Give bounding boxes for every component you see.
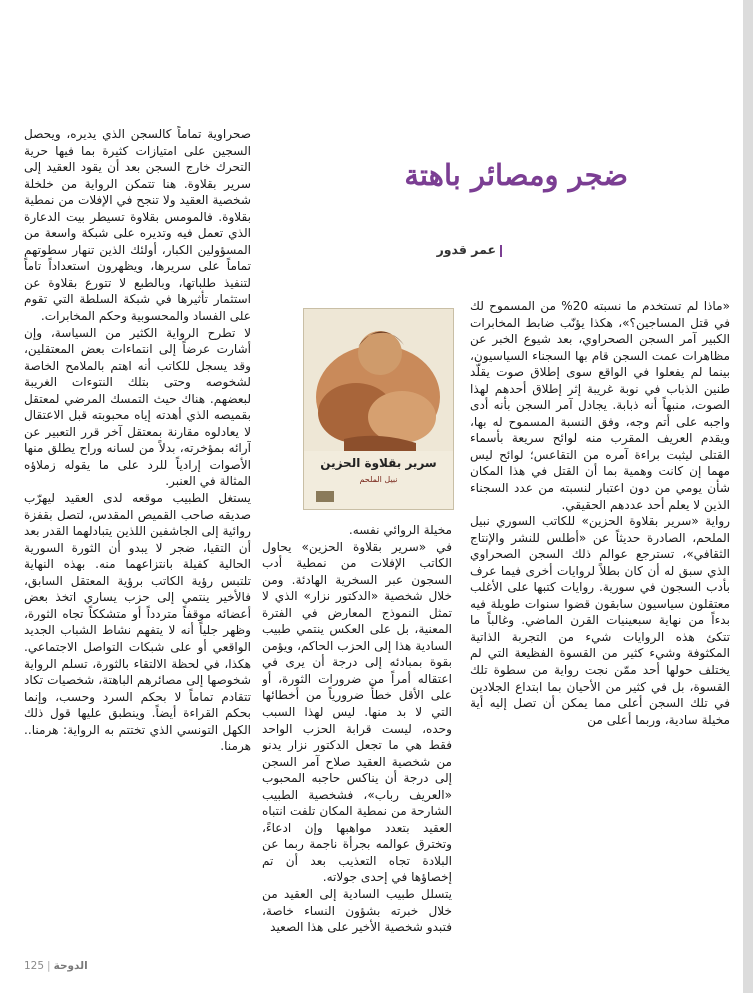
page-number: 125 bbox=[24, 960, 45, 972]
footer-separator: | bbox=[47, 960, 51, 972]
paragraph: يتسلل طبيب السادية إلى العقيد من خلال خبرته بشؤون النساء خاصة، فتبدو شخصية الأخير على هذا الصعيد bbox=[262, 887, 452, 935]
paragraph: لا تطرح الرواية الكثير من السياسة، وإن أشارت عرضاً إلى انتماءات بعض المعتقلين، وقد يسجل للكاتب أنه اهتم بالملامح الخاصة لشخوصه وحتى بتلك النتوءات الغريبة لبعضهم. هناك حيث التمسك المرضي لمعتقل بقميصه الذي أهدته إياه محبوبته قبل الاعتقال لا يعادلوه مقارنة بمعتقل آخر قرر التعبير عن آرائه بمؤخرته، بدلاً من لسانه وراح يطلق منها الأصوات إرادياً للرد على ما يقوله زملاؤه المثالة في العنبر. bbox=[24, 325, 251, 489]
paragraph: صحراوية تماماً كالسجن الذي يديره، ويحصل السجين على امتيازات كثيرة بما فيها حرية التحرك خارج السجن بعد أن يقود العقيد إلى سرير بقلاوة. هنا تتمكن الرواية من خلخلة شخصية العقيد ولا تنجح في الإفلات من نمطية بقلاوة. فالمومس بقلاوة تسيطر بيت الدعارة الذي تعمل فيه وتديره على شبكة واسعة من المسؤولين الكبار، أولئك الذين تنهار سطوتهم تماماً على سريرها، ويظهرون استعداداً تاماً لتنفيذ طلباتها، وبالطبع لا تتورع بقلاوة عن استثمار تأثيرها في شبكة السلطة التي تقوم على الفساد والمحسوبية وحكم المخابرات. bbox=[24, 127, 251, 324]
author-marker bbox=[500, 245, 502, 257]
paragraph: «ماذا لم تستخدم ما نسبته 20% من المسموح لك في قتل المساجين؟»، هكذا يؤنّب ضابط المخابرات الكبير آمر السجن الصحراوي، بعد شيوع الخبر عن مظاهرات عمت السجن قام بها السجناء السياسيون، بينما لم يفعلوا في الواقع سوى إطلاق صوت يقلّد طنين الذباب في نوبة غريبة إثر إطلاق أحدهم لهذا الصوت، منبهاً أنه ذبابة. يجادل آمر السجن بأنه أدى واجبه على أتم وجه، وفق النسبة المسموح له بها، ويقدم العريف المقرب منه لوائح سريعة بأسماء القتلى ليثبت براءة آمره من التقاعس؛ لوائح ليس مهما إن كانت وهمية بما أن القتل في هذا المكان شأن يومي من دون اعتبار لنسبته من عدد السجناء الذين لا يعلم أحد عددهم الحقيقي. bbox=[470, 299, 730, 512]
author-name: عمر قدور bbox=[436, 242, 496, 257]
text-column-right bbox=[470, 298, 730, 958]
text-column-middle bbox=[262, 522, 452, 958]
article-author bbox=[392, 242, 502, 257]
publisher-logo bbox=[316, 491, 334, 502]
page-edge-strip bbox=[743, 0, 753, 993]
magazine-name: الدوحة bbox=[53, 960, 88, 972]
paragraph: يستغل الطبيب موقعه لدى العقيد ليهرّب صديقه صاحب القميص المقدس، لتصل بقفزة روائية إلى الجاشفين اللذين يتبادلهما القدر بعد أن التقيا، ضجر لا يبدو أن الثورة السورية الحالية كفيلة بانتزاعهما منه. بهذه النهاية تلتبس رؤية الكاتب برؤية المعتقل السابق، فالأخير ينتمي إلى حزب يساري اتخذ بعض أعضائه موقفاً متردداً أو متشككاً تجاه الثورة، وظهر جلياً أنه لا يتفهم نشاط الشباب الجديد الواقعي أو على شبكات التواصل الاجتماعي. هكذا، في لحظة الالتقاء بالثورة، تسلم الرواية شخوصها إلى مصائرهم الباهتة، شخصيات تكاد تتقادم تماماً لا بحكم السرد وحسب، وإنما بحكم القراءة أيضاً. وينطبق عليها قول ذلك الكهل التونسي الذي تختتم به الرواية: هرمنا.. هرمنا. bbox=[24, 491, 251, 754]
paragraph: في «سرير بقلاوة الحزين» يحاول الكاتب الإفلات من نمطية أدب السجون عبر السخرية الهادئة. ومن خلال شخصية «الدكتور نزار» الذي لا تمثل النموذج المعارض في الفترة المعنية، بل على العكس ينتمي طبيب السادية هذا إلى الحزب الحاكم، ويؤمن بقوة بمبادئه إلى درجة أن يرى في اعتقاله أمراً من ضرورات الثورة، أو على الأقل خطأً ضرورياً من أخطائها التي لا بد منها. ليس لهذا السبب وحده، ليست قرابة الحزب الواحد فقط هي ما تجعل الدكتور نزار يدنو من شخصية العقيد صلاح آمر السجن إلى درجة أن يناكس حاجبه المحبوب «العريف رباب»، فشخصية الطبيب الشارحة من نمطية المكان تلفت انتباه العقيد بتعدد مواهبها وإن ادعاءً، وتخترق عوالمه بجرأة ناجمة ربما عن البلادة تجاه التعذيب بعد أن تم إخصاؤها في إحدى جولاته. bbox=[262, 539, 452, 885]
paragraph: مخيلة الروائي نفسه. bbox=[348, 523, 452, 537]
book-cover-title: سرير بقلاوة الحزين bbox=[320, 456, 437, 470]
book-cover-image bbox=[304, 309, 453, 509]
article-title: ضجر ومصائر باهتة bbox=[404, 158, 628, 192]
paragraph: رواية «سرير بقلاوة الحزين» للكاتب السوري نبيل الملحم، الصادرة حديثاً عن «أطلس للنشر والإنتاج الثقافي»، تسترجع عوالم ذلك السجن الصحراوي الذي سبق له أن كان بطلاً لروايات أخرى فيما عرف بأدب السجون في سورية. روايات كتبها على الأغلب معتقلون سياسيون سابقون قضوا سنوات طويلة فيه بدءاً من نهاية سبعينيات القرن الماضي. وغالباً ما تتكئ هذه الروايات شيء من التجربة الذاتية المكثوفة وشيء كثير من القسوة الفظيعة التي لم يختلف حولها أحد ممّن نجت رواية من سطوة تلك القسوة، بل في كثير من الأحيان بما ابتداع الجلادين في تلك السجن أعلى مما يمكن أن تصل إليه أية مخيلة سادية، وربما أعلى من bbox=[470, 514, 730, 727]
text-column-left bbox=[24, 126, 251, 958]
book-cover-author: نبيل الملحم bbox=[359, 475, 398, 484]
page-footer bbox=[24, 960, 88, 972]
